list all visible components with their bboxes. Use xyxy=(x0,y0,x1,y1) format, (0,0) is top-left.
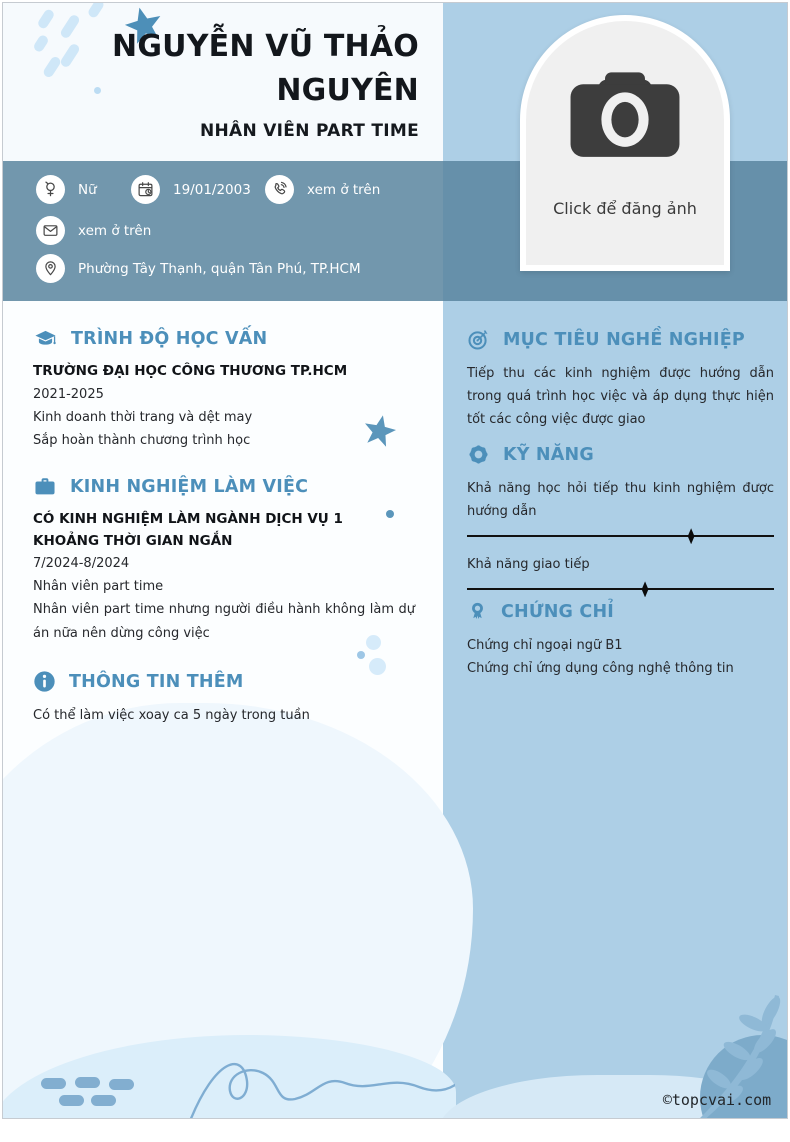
skill-slider-rail xyxy=(467,588,774,590)
gender-value: Nữ xyxy=(78,181,97,198)
contact-phone xyxy=(265,175,380,204)
skill-slider[interactable] xyxy=(467,582,774,596)
candidate-name-line1: NGUYỄN VŨ THẢO xyxy=(112,29,419,64)
dash-decoration xyxy=(109,1079,134,1090)
experience-description: Nhân viên part time nhưng người điều hành không làm dự án nữa nên dừng công việc xyxy=(33,602,415,641)
education-section xyxy=(33,328,415,452)
dot-decoration xyxy=(357,651,365,659)
dash-decoration xyxy=(41,1078,66,1089)
dash-decoration xyxy=(75,1077,100,1088)
gender-icon xyxy=(36,175,65,204)
skill-slider-rail xyxy=(467,535,774,537)
target-icon xyxy=(467,328,490,351)
location-pin-icon xyxy=(36,254,65,283)
experience-company: CÓ KINH NGHIỆM LÀM NGÀNH DỊCH VỤ 1 KHOẢNG THỜI GIAN NGẮN xyxy=(33,511,343,549)
medal-icon xyxy=(467,600,488,623)
education-header xyxy=(33,328,415,350)
job-title: NHÂN VIÊN PART TIME xyxy=(199,121,419,141)
skills-section xyxy=(467,443,774,606)
certificates-section xyxy=(467,600,774,680)
address-value: Phường Tây Thạnh, quận Tân Phú, TP.HCM xyxy=(78,260,361,277)
contact-gender xyxy=(36,175,97,204)
camera-icon xyxy=(566,63,684,159)
education-title: TRÌNH ĐỘ HỌC VẤN xyxy=(71,329,268,349)
email-value: xem ở trên xyxy=(78,222,152,239)
certificates-title: CHỨNG CHỈ xyxy=(501,601,615,622)
objective-title: MỤC TIÊU NGHỀ NGHIỆP xyxy=(503,329,745,350)
phone-icon xyxy=(265,175,294,204)
certificate-item: Chứng chỉ ngoại ngữ B1 xyxy=(467,638,623,653)
additional-info-title: THÔNG TIN THÊM xyxy=(69,671,244,692)
additional-info-header xyxy=(33,670,415,693)
education-period: 2021-2025 xyxy=(33,386,104,402)
photo-upload-placeholder[interactable] xyxy=(520,15,730,271)
info-icon xyxy=(33,670,56,693)
objective-header xyxy=(467,328,774,351)
additional-info-text: Có thể làm việc xoay ca 5 ngày trong tuần xyxy=(33,708,310,723)
education-school: TRƯỜNG ĐẠI HỌC CÔNG THƯƠNG TP.HCM xyxy=(33,363,348,379)
certificates-header xyxy=(467,600,774,623)
skills-header xyxy=(467,443,774,466)
objective-section xyxy=(467,328,774,431)
phone-value: xem ở trên xyxy=(307,181,381,198)
dash-decoration xyxy=(91,1095,116,1106)
skill-slider[interactable] xyxy=(467,529,774,543)
skill-label: Khả năng học hỏi tiếp thu kinh nghiệm được hướng dẫn xyxy=(467,481,774,520)
calendar-icon xyxy=(131,175,160,204)
graduation-cap-icon xyxy=(33,328,58,350)
education-major: Kinh doanh thời trang và dệt may xyxy=(33,409,253,425)
gear-icon xyxy=(467,443,490,466)
candidate-name-line2: NGUYÊN xyxy=(276,72,419,108)
watermark: ©topcvai.com xyxy=(662,1091,772,1109)
name-block xyxy=(63,25,419,141)
objective-text: Tiếp thu các kinh nghiệm được hướng dẫn trong quá trình học việc và áp dụng thực hiện tốt các công việc được giao xyxy=(467,366,774,428)
experience-header xyxy=(33,476,415,498)
skills-title: KỸ NĂNG xyxy=(503,444,594,465)
cv-page xyxy=(2,2,788,1119)
experience-section xyxy=(33,476,415,645)
photo-upload-label: Click để đăng ảnh xyxy=(553,199,697,218)
contact-birthday xyxy=(131,175,251,204)
dash-decoration xyxy=(59,1095,84,1106)
skill-label: Khả năng giao tiếp xyxy=(467,557,590,573)
certificate-item: Chứng chỉ ứng dụng công nghệ thông tin xyxy=(467,661,734,677)
education-note: Sắp hoàn thành chương trình học xyxy=(33,432,251,448)
envelope-icon xyxy=(36,216,65,245)
additional-info-section xyxy=(33,670,415,727)
contact-email xyxy=(36,216,151,245)
squiggle-decoration xyxy=(185,1045,455,1119)
contact-address xyxy=(36,254,361,283)
experience-title: KINH NGHIỆM LÀM VIỆC xyxy=(70,477,309,497)
birthday-value: 19/01/2003 xyxy=(173,181,251,198)
experience-period: 7/2024-8/2024 xyxy=(33,556,130,572)
experience-role: Nhân viên part time xyxy=(33,579,164,595)
briefcase-icon xyxy=(33,476,57,498)
